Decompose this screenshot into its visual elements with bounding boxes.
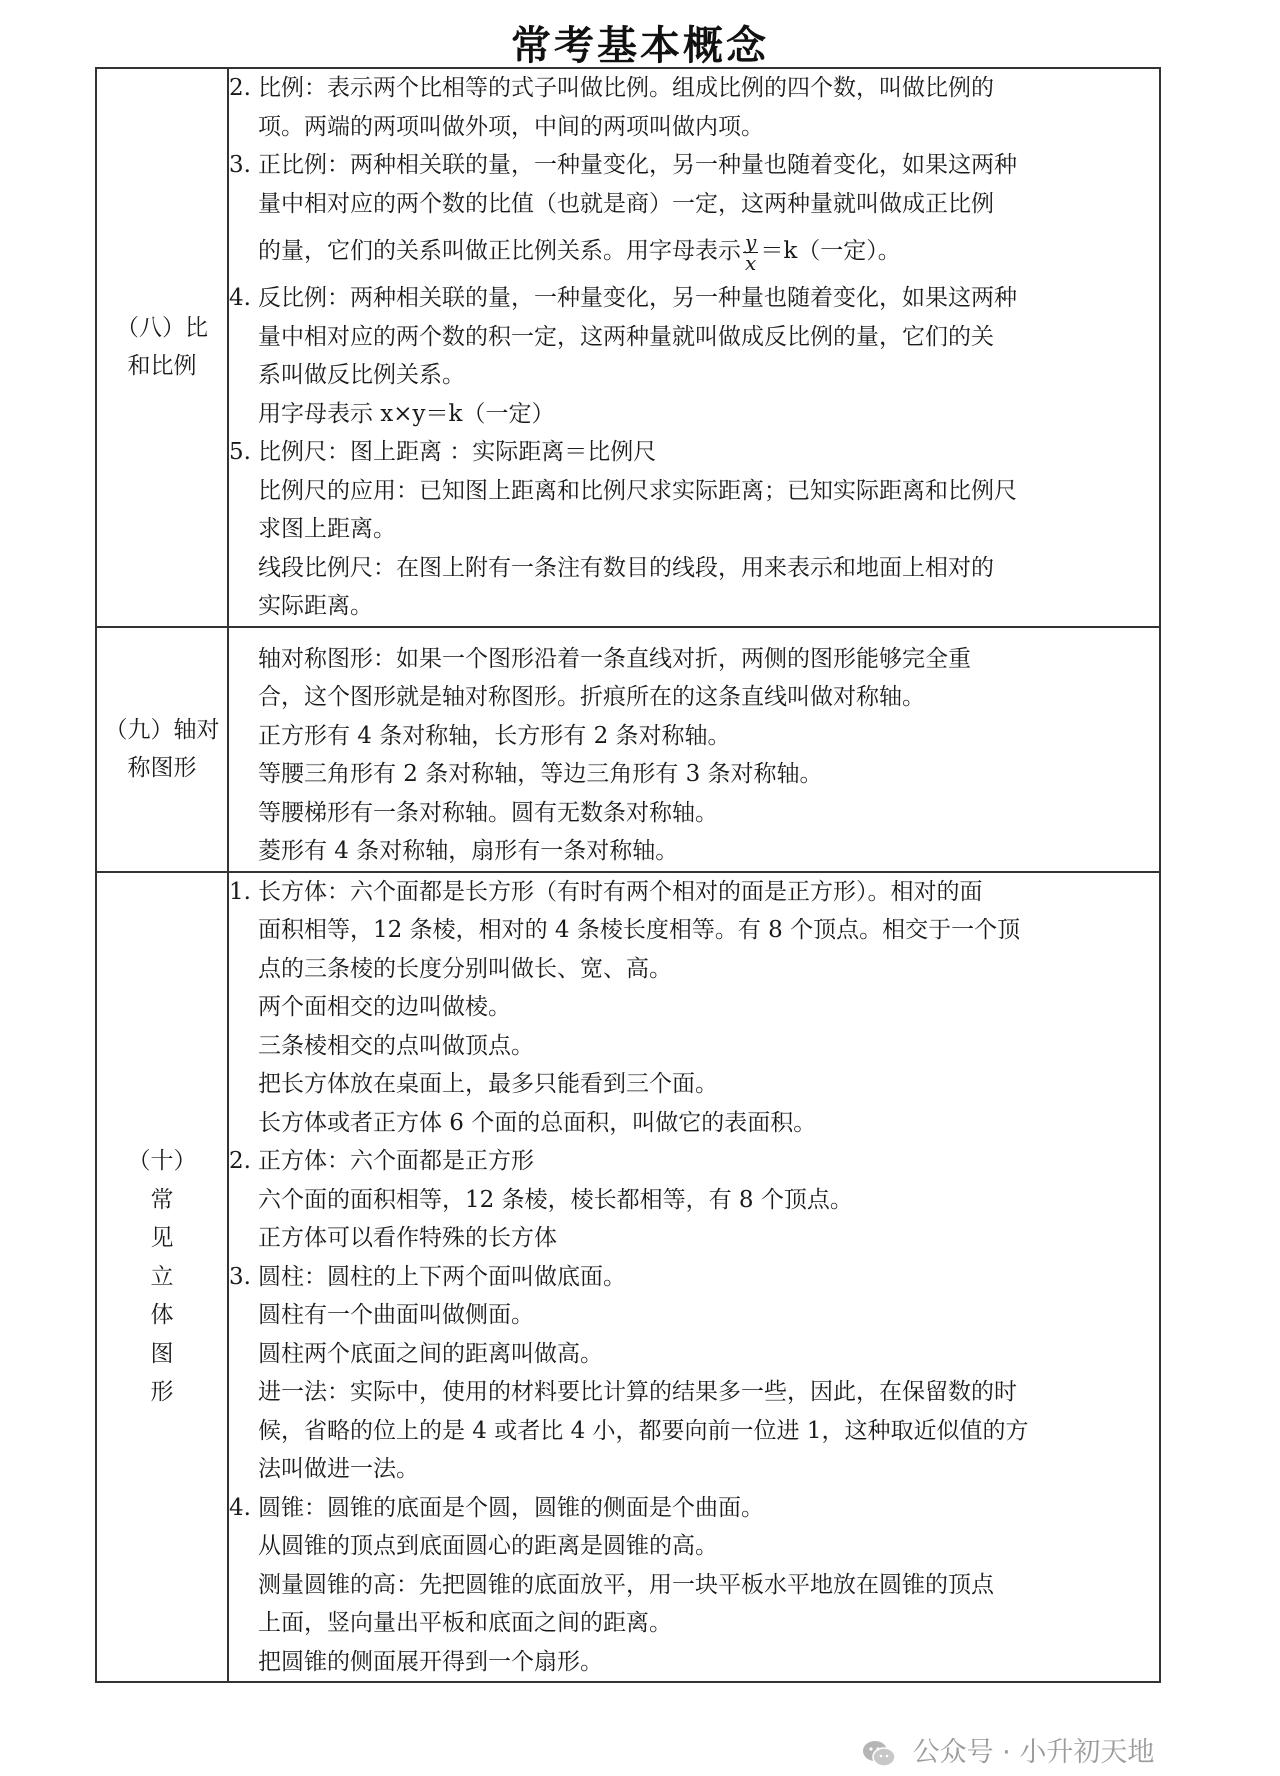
content-line: [229, 873, 1159, 912]
line-text: 项。两端的两项叫做外项，中间的两项叫做内项。: [258, 113, 764, 140]
item-number: 1.: [229, 878, 251, 905]
line-text: 菱形有 4 条对称轴，扇形有一条对称轴。: [258, 838, 679, 864]
section-row-9: [96, 627, 1160, 872]
line-text: 候，省略的位上的是 4 或者比 4 小，都要向前一位进 1，这种取近似值的方: [258, 1417, 1029, 1444]
line-text: 从圆锥的顶点到底面圆心的距离是圆锥的高。: [258, 1533, 718, 1559]
watermark: [862, 1730, 1154, 1769]
concept-table: [95, 67, 1161, 1683]
content-line: [229, 318, 1159, 357]
line-text: 把圆锥的侧面展开得到一个扇形。: [258, 1648, 603, 1675]
content-line: [229, 395, 1159, 434]
item-number: 3.: [229, 152, 251, 178]
line-text: 三条棱相交的点叫做顶点。: [258, 1032, 534, 1059]
content-line: [229, 950, 1159, 989]
label-line: 立: [150, 1263, 174, 1290]
content-line: [229, 549, 1159, 588]
content-line: [229, 1219, 1159, 1258]
content-line: [229, 794, 1159, 833]
line-text: 求图上距离。: [258, 516, 396, 542]
line-text: 合，这个图形就是轴对称图形。折痕所在的这条直线叫做对称轴。: [258, 684, 925, 710]
line-text: 轴对称图形：如果一个图形沿着一条直线对折，两侧的图形能够完全重: [258, 645, 971, 672]
line-text: 的量，它们的关系叫做正比例关系。用字母表示: [258, 238, 741, 264]
item-number: 3.: [229, 1263, 251, 1290]
line-text: 六个面的面积相等，12 条棱，棱长都相等，有 8 个顶点。: [258, 1186, 853, 1213]
content-line: [229, 587, 1159, 626]
line-text: 上面，竖向量出平板和底面之间的距离。: [258, 1610, 672, 1636]
line-text: 点的三条棱的长度分别叫做长、宽、高。: [258, 955, 672, 982]
line-text: 量中相对应的两个数的积一定，这两种量就叫做成反比例的量，它们的关: [258, 323, 994, 350]
content-line: [229, 1412, 1159, 1451]
content-line: [229, 1643, 1159, 1682]
line-text: 圆柱有一个曲面叫做侧面。: [258, 1302, 534, 1328]
content-line: [229, 1065, 1159, 1104]
content-line: [229, 1258, 1159, 1297]
content-line: [229, 717, 1159, 756]
content-line: [229, 1027, 1159, 1066]
content-line: [229, 279, 1159, 318]
label-line: 形: [150, 1379, 174, 1405]
label-line: （十）: [127, 1148, 197, 1174]
line-text: 圆柱：圆柱的上下两个面叫做底面。: [258, 1263, 626, 1290]
content-line: [229, 356, 1159, 395]
section-label: [96, 872, 228, 1683]
fraction: [743, 229, 758, 275]
line-text: 比例：表示两个比相等的式子叫做比例。组成比例的四个数，叫做比例的: [258, 75, 994, 101]
line-text: 正比例：两种相关联的量，一种量变化，另一种量也随着变化，如果这两种: [258, 152, 1017, 178]
line-text: 系叫做反比例关系。: [258, 362, 465, 388]
line-text: 把长方体放在桌面上，最多只能看到三个面。: [258, 1071, 718, 1097]
line-text: 面积相等，12 条棱，相对的 4 条棱长度相等。有 8 个顶点。相交于一个顶: [258, 917, 1021, 943]
content-line: [229, 1450, 1159, 1489]
content-line: [229, 832, 1159, 871]
wechat-icon: [862, 1740, 896, 1768]
item-number: 4.: [229, 1494, 251, 1521]
section-label: [96, 68, 228, 627]
content-line: [229, 1373, 1159, 1412]
line-text: 测量圆锥的高：先把圆锥的底面放平，用一块平板水平地放在圆锥的顶点: [258, 1571, 994, 1598]
label-line: 见: [150, 1225, 174, 1251]
label-line: 图: [150, 1340, 174, 1367]
item-number: 5.: [229, 439, 251, 465]
item-number: 2.: [229, 1148, 251, 1174]
line-text: 正方体可以看作特殊的长方体: [258, 1225, 557, 1251]
content-line: [229, 1489, 1159, 1528]
content-line: [229, 185, 1159, 224]
content-line: [229, 146, 1159, 185]
content-line: [229, 69, 1159, 108]
content-line: [229, 472, 1159, 511]
content-line: [229, 223, 1159, 279]
line-text: 实际距离。: [258, 593, 373, 619]
content-line: [229, 433, 1159, 472]
content-line: [229, 755, 1159, 794]
content-line: [229, 1296, 1159, 1335]
content-line: [229, 1527, 1159, 1566]
label-line: 常: [150, 1186, 174, 1213]
content-line: [229, 678, 1159, 717]
line-text: 比例尺的应用：已知图上距离和比例尺求实际距离；已知实际距离和比例尺: [258, 477, 1017, 504]
item-number: 4.: [229, 285, 251, 311]
line-text: 两个面相交的边叫做棱。: [258, 994, 511, 1020]
content-line: [229, 510, 1159, 549]
fraction-numerator: y: [745, 229, 757, 254]
content-line: [229, 640, 1159, 679]
line-text: 正方体：六个面都是正方形: [258, 1148, 534, 1174]
item-number: 2.: [229, 75, 251, 101]
line-text: 量中相对应的两个数的比值（也就是商）一定，这两种量就叫做成正比例: [258, 190, 994, 217]
content-line: [229, 988, 1159, 1027]
content-line: [229, 1335, 1159, 1374]
line-text: 长方体：六个面都是长方形（有时有两个相对的面是正方形）。相对的面: [258, 878, 983, 905]
line-text: 等腰三角形有 2 条对称轴，等边三角形有 3 条对称轴。: [258, 761, 823, 787]
content-line: [229, 1181, 1159, 1220]
section-label-text: [105, 711, 220, 788]
fraction-denominator: x: [745, 250, 757, 275]
watermark-text: 公众号 · 小升初天地: [912, 1737, 1155, 1768]
line-text: 正方形有 4 条对称轴，长方形有 2 条对称轴。: [258, 722, 731, 749]
line-text: 线段比例尺：在图上附有一条注有数目的线段，用来表示和地面上相对的: [258, 554, 994, 581]
label-line: 称图形: [127, 755, 197, 781]
line-text: 进一法：实际中，使用的材料要比计算的结果多一些，因此，在保留数的时: [258, 1379, 1017, 1405]
content-line: [229, 1566, 1159, 1605]
section-label-text: [128, 1142, 197, 1412]
line-text: 用字母表示 x×y＝k（一定）: [258, 400, 555, 427]
content-line: [229, 1142, 1159, 1181]
line-text: 长方体或者正方体 6 个面的总面积，叫做它的表面积。: [258, 1109, 817, 1136]
content-line: [229, 911, 1159, 950]
section-row-10: [96, 872, 1160, 1683]
line-text: 圆柱两个底面之间的距离叫做高。: [258, 1340, 603, 1367]
content-line: [229, 1604, 1159, 1643]
section-row-8: [96, 68, 1160, 627]
page-title: 常考基本概念: [511, 23, 769, 69]
label-line: （八）比: [116, 314, 208, 341]
section-content: [228, 627, 1160, 872]
label-line: 体: [150, 1302, 174, 1328]
section-content: [228, 872, 1160, 1683]
line-text: 反比例：两种相关联的量，一种量变化，另一种量也随着变化，如果这两种: [258, 285, 1017, 311]
line-text: 比例尺：图上距离 ：实际距离＝比例尺: [258, 439, 657, 465]
line-text: 法叫做进一法。: [258, 1456, 419, 1482]
line-text-after: ＝k（一定）。: [760, 238, 901, 264]
section-label-text: [116, 309, 208, 386]
label-line: （九）轴对: [104, 716, 220, 743]
line-text: 等腰梯形有一条对称轴。圆有无数条对称轴。: [258, 799, 718, 826]
section-label: [96, 627, 228, 872]
label-line: 和比例: [127, 353, 197, 380]
content-line: [229, 1104, 1159, 1143]
line-text: 圆锥：圆锥的底面是个圆，圆锥的侧面是个曲面。: [258, 1494, 764, 1521]
content-line: [229, 108, 1159, 147]
section-content: [228, 68, 1160, 627]
